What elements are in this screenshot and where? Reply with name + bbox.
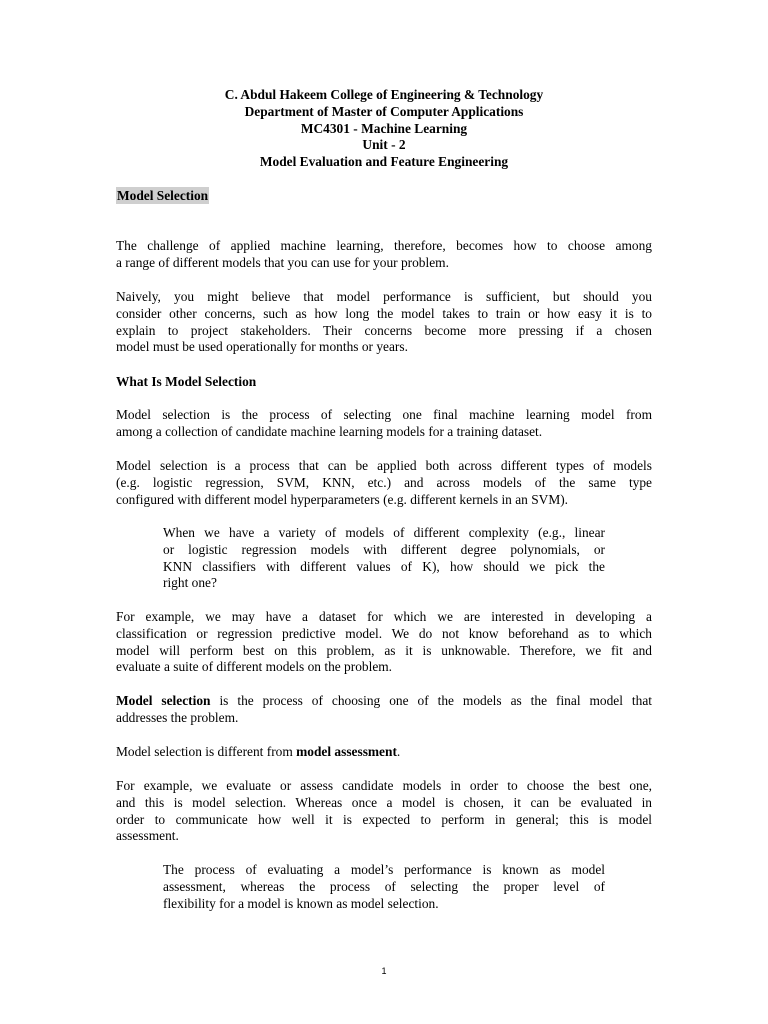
paragraph-7 bbox=[116, 744, 652, 761]
block-quote-1 bbox=[163, 525, 605, 592]
text-line: order to communicate how well it is expected to perform in general; this is model bbox=[116, 811, 652, 827]
subheading-what-is-model-selection: What Is Model Selection bbox=[116, 374, 257, 389]
text-line: For example, we may have a dataset for which we are interested in developing a bbox=[116, 609, 652, 624]
text-line: (e.g. logistic regression, SVM, KNN, etc.) and across models of the same type bbox=[116, 474, 652, 490]
text-line: among a collection of candidate machine learning models for a training dataset. bbox=[116, 423, 543, 439]
text-line: a range of different models that you can use for your problem. bbox=[116, 254, 449, 270]
text-line: assessment. bbox=[116, 828, 179, 844]
paragraph-2 bbox=[116, 289, 652, 356]
quote-line: or logistic regression models with different degree polynomials, or bbox=[163, 541, 605, 557]
quote-line: flexibility for a model is known as model selection. bbox=[163, 895, 439, 911]
paragraph-8 bbox=[116, 778, 652, 845]
text-run: . bbox=[396, 744, 401, 759]
quote-line: When we have a variety of models of different complexity (e.g., linear bbox=[163, 525, 605, 540]
text-run: Model selection is different from bbox=[116, 744, 297, 759]
text-line: model will perform best on this problem, as it is unknowable. Therefore, we fit and bbox=[116, 642, 652, 658]
quote-line: assessment, whereas the process of selecting the proper level of bbox=[163, 878, 605, 894]
text-line: evaluate a suite of different models on the problem. bbox=[116, 659, 393, 675]
text-line: and this is model selection. Whereas once a model is chosen, it can be evaluated in bbox=[116, 794, 652, 810]
course-title: MC4301 - Machine Learning bbox=[300, 120, 468, 136]
page-number: 1 bbox=[381, 966, 387, 976]
department-name: Department of Master of Computer Applications bbox=[244, 103, 524, 119]
quote-line: The process of evaluating a model’s performance is known as model bbox=[163, 862, 605, 877]
text-line: model must be used operationally for months or years. bbox=[116, 339, 408, 355]
text-line: Model selection is a process that can be applied both across different types of models bbox=[116, 458, 652, 473]
text-line: The challenge of applied machine learning, therefore, becomes how to choose among bbox=[116, 238, 652, 253]
text-line: For example, we evaluate or assess candidate models in order to choose the best one, bbox=[116, 778, 652, 793]
quote-line: KNN classifiers with different values of K), how should we pick the bbox=[163, 558, 605, 574]
text-line bbox=[116, 744, 652, 761]
unit-number: Unit - 2 bbox=[362, 137, 406, 153]
bold-term-model-selection: Model selection bbox=[116, 693, 211, 708]
college-name: C. Abdul Hakeem College of Engineering & Technology bbox=[224, 87, 544, 102]
text-line: classification or regression predictive model. We do not know beforehand as to which bbox=[116, 625, 652, 641]
text-line: explain to project stakeholders. Their concerns become more pressing if a chosen bbox=[116, 322, 652, 338]
unit-title: Model Evaluation and Feature Engineering bbox=[259, 154, 509, 170]
bold-term-model-assessment: model assessment bbox=[296, 744, 397, 759]
paragraph-6 bbox=[116, 693, 652, 727]
block-quote-2 bbox=[163, 862, 605, 912]
document-header bbox=[0, 87, 768, 171]
text-line: Naively, you might believe that model performance is sufficient, but should you bbox=[116, 289, 652, 304]
text-line bbox=[116, 693, 652, 710]
text-line: configured with different model hyperparameters (e.g. different kernels in an SVM). bbox=[116, 491, 569, 507]
text-line: consider other concerns, such as how long the model takes to train or how easy it is to bbox=[116, 305, 652, 321]
paragraph-1 bbox=[116, 238, 652, 272]
text-line: Model selection is the process of selecting one final machine learning model from bbox=[116, 407, 652, 422]
text-run: is the process of choosing one of the models as the final model that bbox=[210, 693, 652, 708]
text-line: addresses the problem. bbox=[116, 709, 239, 725]
paragraph-5 bbox=[116, 609, 652, 676]
quote-line: right one? bbox=[163, 575, 217, 591]
paragraph-3 bbox=[116, 407, 652, 441]
paragraph-4 bbox=[116, 458, 652, 508]
section-heading-model-selection: Model Selection bbox=[117, 188, 209, 203]
